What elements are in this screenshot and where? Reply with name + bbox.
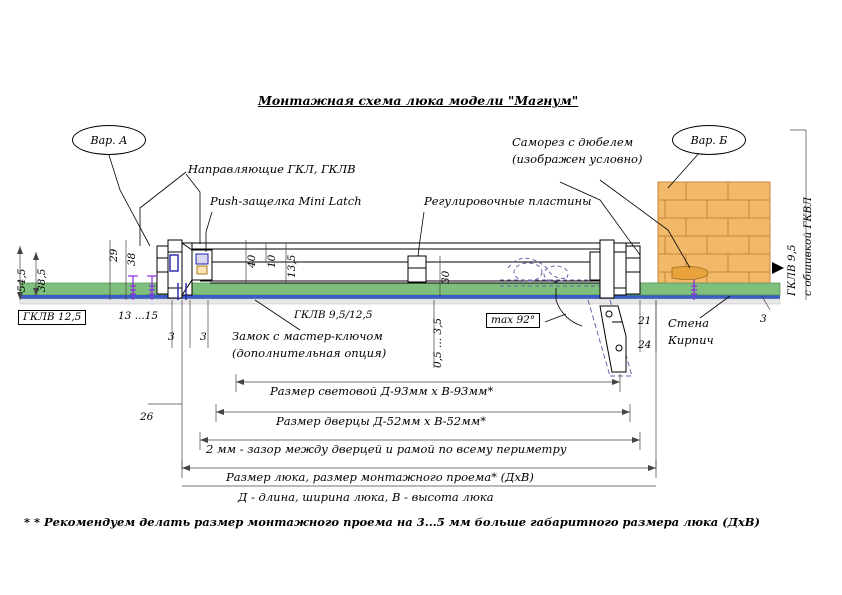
dim-3-mid: 3 bbox=[200, 331, 207, 343]
dim-10: 10 bbox=[266, 254, 278, 268]
callout-latch: Push-защелка Mini Latch bbox=[210, 194, 362, 208]
callout-wall-line1: Стена bbox=[668, 316, 709, 330]
dowel-anchor bbox=[672, 266, 708, 279]
adjustment-plate bbox=[408, 256, 426, 282]
dim-3-wall: 3 bbox=[760, 313, 767, 325]
variant-a-badge bbox=[72, 125, 146, 155]
hinge-arm-solid bbox=[600, 306, 626, 372]
material-gklv-12-5: ГКЛВ 12,5 bbox=[18, 310, 86, 325]
wall-arrow bbox=[772, 262, 784, 274]
dim-54-5: 54,5 bbox=[16, 268, 28, 292]
dim-29: 29 bbox=[108, 248, 120, 262]
dim-0-5-3-5: 0,5 ... 3,5 bbox=[432, 317, 444, 368]
dim-13-5: 13,5 bbox=[286, 254, 298, 278]
callout-lock-line1: Замок с мастер-ключом bbox=[232, 329, 383, 343]
variant-b-badge bbox=[672, 125, 746, 155]
dim-24: 24 bbox=[638, 339, 652, 351]
callout-lock-line2: (дополнительная опция) bbox=[232, 346, 387, 360]
door-leaf-profile bbox=[168, 243, 640, 283]
page-title: Монтажная схема люка модели "Магнум" bbox=[258, 93, 579, 108]
dim-13-15: 13 ...15 bbox=[118, 310, 159, 322]
dim-30: 30 bbox=[440, 270, 452, 284]
callout-screw-line1: Саморез с дюбелем bbox=[512, 135, 634, 149]
callout-guides: Направляющие ГКЛ, ГКЛВ bbox=[188, 162, 356, 176]
legend-footnote: * * Рекомендуем делать размер монтажного проема на 3...5 мм больше габаритного размера люка (ДхВ) bbox=[24, 515, 760, 529]
variant-a-label: Вар. А bbox=[90, 133, 128, 147]
variant-b-label: Вар. Б bbox=[690, 133, 728, 147]
callout-screw-line2: (изображен условно) bbox=[512, 152, 643, 166]
dim-38: 38 bbox=[126, 252, 138, 266]
angle-label: max 92° bbox=[486, 313, 540, 328]
callout-wall-line2: Кирпич bbox=[668, 333, 714, 347]
material-gklv-9-5-vertical-2: с обшивкой ГКВЛ bbox=[802, 196, 814, 296]
dimline-zazor: 2 мм - зазор между дверцей и рамой по всему периметру bbox=[206, 442, 567, 456]
legend-d-v: Д - длина, ширина люка, В - высота люка bbox=[238, 490, 494, 504]
dimline-luk: Размер люка, размер монтажного проема* (ДхВ) bbox=[226, 470, 534, 484]
dimline-dvertsa: Размер дверцы Д-52мм х В-52мм* bbox=[276, 414, 486, 428]
dim-40: 40 bbox=[246, 254, 258, 268]
material-gklv-9-5-12-5: ГКЛВ 9,5/12,5 bbox=[294, 309, 373, 321]
material-gklv-9-5-vertical-1: ГКЛВ 9,5 bbox=[786, 244, 798, 296]
dim-21: 21 bbox=[638, 315, 652, 327]
dimline-svet: Размер световой Д-93мм х В-93мм* bbox=[270, 384, 494, 398]
dim-26: 26 bbox=[140, 411, 154, 423]
callout-plates: Регулировочные пластины bbox=[424, 194, 592, 208]
dim-38-5: 38,5 bbox=[36, 268, 48, 292]
dim-3-left: 3 bbox=[168, 331, 175, 343]
